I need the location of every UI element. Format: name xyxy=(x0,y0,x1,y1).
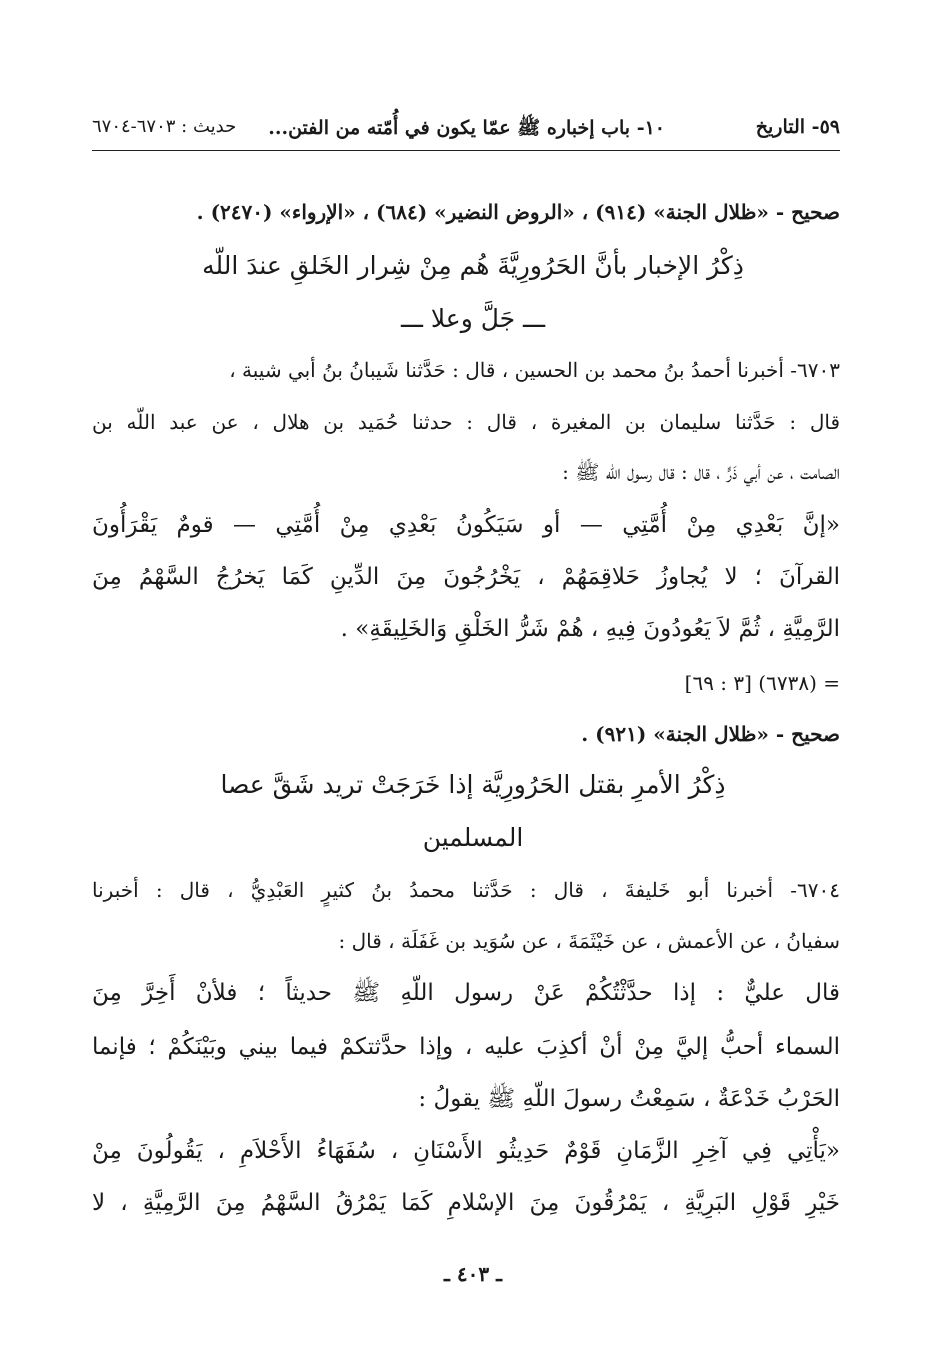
hadith-quote: خَيْرِ قَوْلِ البَرِيَّةِ ، يَمْرُقُونَ مِنَ الإسْلامِ كَمَا يَمْرُقُ السَّهْمُ مِنَ الرَّمِيَّةِ ، لا xyxy=(92,1190,840,1216)
hadith-quote: «يَأْتِي فِي آخِرِ الزَّمَانِ قَوْمٌ حَدِيثُو الأَسْنَانِ ، سُفَهَاءُ الأَحْلاَمِ ، يَقُولُونَ مِنْ xyxy=(92,1138,840,1164)
hadith-quote: الرَّمِيَّةِ ، ثُمَّ لاَ يَعُودُونَ فِيهِ ، هُمْ شَرُّ الخَلْقِ وَالخَلِيقَةِ» . xyxy=(340,616,840,642)
section-heading: ذِكْرُ الإخبار بأنَّ الحَرُورِيَّةَ هُم مِنْ شِرار الخَلقِ عندَ اللّه xyxy=(202,251,744,280)
running-header xyxy=(92,110,840,146)
grading-note: صحيح - «ظلال الجنة» (٩١٤) ، «الروض النضير» (٦٨٤) ، «الإرواء» (٢٤٧٠) . xyxy=(196,200,840,224)
header-section-title: ١٠- باب إخباره ﷺ عمّا يكون في أُمّته من الفتن... xyxy=(268,117,665,139)
hadith-text: السماء أحبُّ إليَّ مِنْ أنْ أكذِبَ عليه ، وإذا حدَّثتكمْ فيما بيني وبَيْنَكُمْ ؛ فإنما xyxy=(92,1034,840,1060)
hadith-text: الحَرْبُ خَدْعَةٌ ، سَمِعْتُ رسولَ اللّهِ ﷺ يقولُ : xyxy=(418,1086,840,1112)
grading-note: صحيح - «ظلال الجنة» (٩٢١) . xyxy=(581,722,840,746)
hadith-text: سفيانُ ، عن الأعمش ، عن خَيْثَمَةَ ، عن سُوَيد بن غَفَلَة ، قال : xyxy=(338,929,840,953)
header-divider xyxy=(92,150,840,151)
page-number: ـ ٤٠٣ ـ xyxy=(444,1262,502,1286)
hadith-text: قال : حَدَّثنا سليمان بن المغيرة ، قال : حدثنا حُمَيد بن هلال ، عن عبد اللّه بن xyxy=(92,410,840,434)
hadith-quote: القرآنَ ؛ لا يُجاوزُ حَلاقِمَهُمْ ، يَخْرُجُونَ مِنَ الدِّينِ كَمَا يَخرُجُ السَّهْمُ مِنَ xyxy=(92,564,840,590)
header-chapter: ٥٩- التاريخ xyxy=(755,116,840,138)
hadith-text: الصامت ، عن أبي ذَرٍّ ، قال : قال رسول اللّه ﷺ : xyxy=(562,460,840,484)
hadith-quote: «إنَّ بَعْدِي مِنْ أُمَّتِي — أو سَيَكُونُ بَعْدِي مِنْ أُمَّتِي — قومٌ يَقْرَأُونَ xyxy=(92,512,840,538)
hadith-text: ٦٧٠٤- أخبرنا أبو خَليفةَ ، قال : حَدَّثنا محمدُ بنُ كثيرٍ العَبْدِيُّ ، قال : أخبرنا xyxy=(92,878,840,902)
hadith-text: قال عليٌّ : إذا حدَّثْتُكُمْ عَنْ رسول اللّهِ ﷺ حديثاً ؛ فلأنْ أَخِرَّ مِنَ xyxy=(92,980,840,1006)
header-hadith-range: حديث : ٦٧٠٣-٦٧٠٤ xyxy=(92,116,237,137)
cross-reference: = (٦٧٣٨) [٣ : ٦٩] xyxy=(684,671,840,695)
section-heading: المسلمين xyxy=(422,823,524,852)
hadith-text: ٦٧٠٣- أخبرنا أحمدُ بنُ محمد بن الحسين ، قال : حَدَّثنا شَيبانُ بنُ أبي شيبة ، xyxy=(229,358,840,382)
section-heading: ـــ جَلَّ وعلا ـــ xyxy=(400,304,546,333)
section-heading: ذِكْرُ الأمرِ بقتل الحَرُورِيَّة إذا خَرَجَتْ تريد شَقَّ عصا xyxy=(220,770,726,799)
